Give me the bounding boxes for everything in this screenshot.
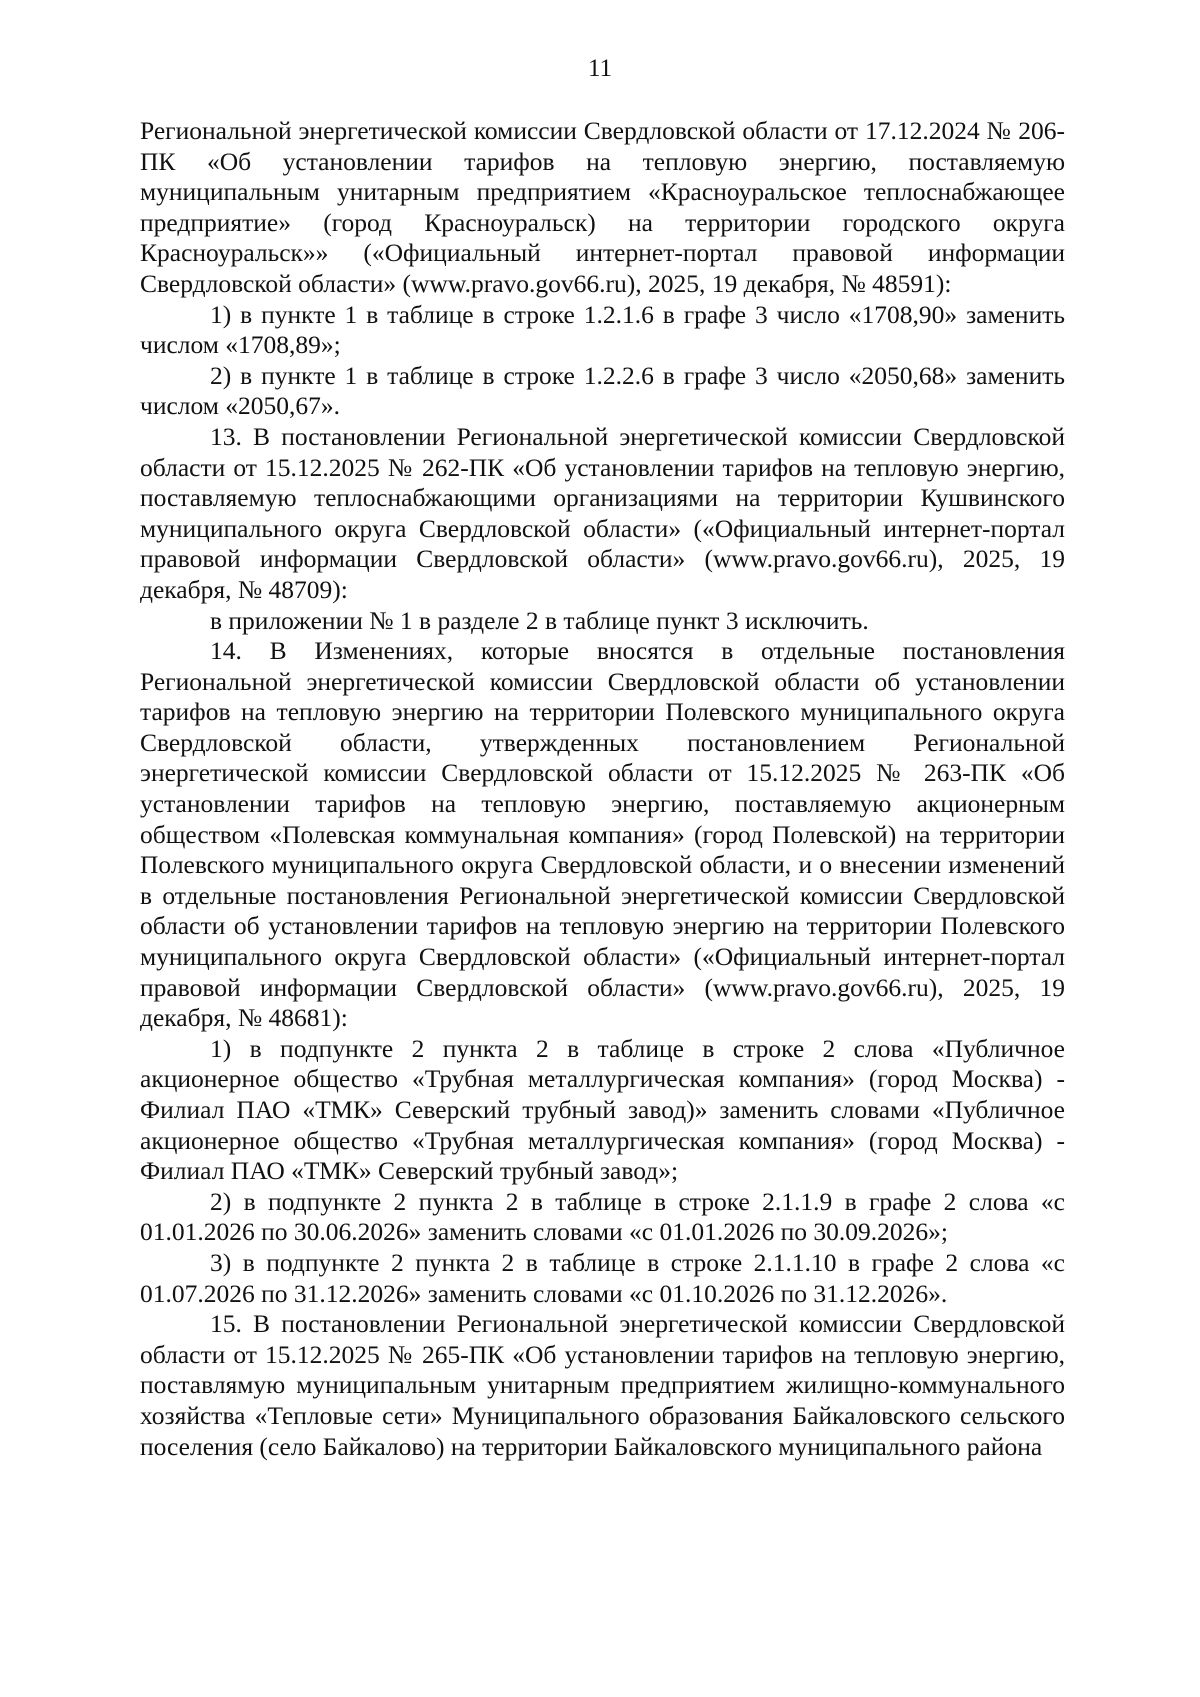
page-number: 11 — [587, 55, 613, 82]
paragraph-section-14: 14. В Изменениях, которые вносятся в отдельные постановления Региональной энергетической комиссии Свердловской области об установлении тарифов на тепловую энергию на территории Полевского муниципального округа Свердловской области, утвержденных постановлением Региональной энергетической комиссии Свердловской области от 15.12.2025 № 263-ПК «Об установлении тарифов на тепловую энергию, поставляемую акционерным обществом «Полевская коммунальная компания» (город Полевской) на территории Полевского муниципального округа Свердловской области, и о внесении изменений в отдельные постановления Региональной энергетической комиссии Свердловской области об установлении тарифов на тепловую энергию на территории Полевского муниципального округа Свердловской области» («Официальный интернет-портал правовой информации Свердловской области» (www.pravo.gov66.ru), 2025, 19 декабря, № 48681): — [140, 636, 1065, 1033]
document-body — [140, 116, 1065, 1462]
paragraph-section-13: 13. В постановлении Региональной энергетической комиссии Свердловской области от 15.12.2025 № 262-ПК «Об установлении тарифов на тепловую энергию, поставляемую теплоснабжающими организациями на территории Кушвинского муниципального округа Свердловской области» («Официальный интернет-портал правовой информации Свердловской области» (www.pravo.gov66.ru), 2025, 19 декабря, № 48709): — [140, 421, 1065, 604]
paragraph-section-14-item-2: 2) в подпункте 2 пункта 2 в таблице в строке 2.1.1.9 в графе 2 слова «с 01.01.2026 по 30.06.2026» заменить словами «с 01.01.2026 по 30.09.2026»; — [140, 1186, 1065, 1247]
paragraph-item-1: 1) в пункте 1 в таблице в строке 1.2.1.6 в графе 3 число «1708,90» заменить числом «1708,89»; — [140, 299, 1065, 360]
paragraph-section-13-appendix: в приложении № 1 в разделе 2 в таблице пункт 3 исключить. — [210, 605, 869, 635]
paragraph-continuation: Региональной энергетической комиссии Свердловской области от 17.12.2024 № 206-ПК «Об установлении тарифов на тепловую энергию, поставляемую муниципальным унитарным предприятием «Красноуральское теплоснабжающее предприятие» (город Красноуральск) на территории городского округа Красноуральск»» («Официальный интернет-портал правовой информации Свердловской области» (www.pravo.gov66.ru), 2025, 19 декабря, № 48591): — [140, 116, 1065, 298]
paragraph-item-2: 2) в пункте 1 в таблице в строке 1.2.2.6 в графе 3 число «2050,68» заменить числом «2050,67». — [140, 360, 1065, 421]
paragraph-section-14-item-1: 1) в подпункте 2 пункта 2 в таблице в строке 2 слова «Публичное акционерное общество «Трубная металлургическая компания» (город Москва) - Филиал ПАО «ТМК» Северский трубный завод)» заменить словами «Публичное акционерное общество «Трубная металлургическая компания» (город Москва) - Филиал ПАО «ТМК» Северский трубный завод»; — [140, 1033, 1065, 1186]
paragraph-section-14-item-3: 3) в подпункте 2 пункта 2 в таблице в строке 2.1.1.10 в графе 2 слова «с 01.07.2026 по 31.12.2026» заменить словами «с 01.10.2026 по 31.12.2026». — [140, 1247, 1065, 1308]
paragraph-section-15: 15. В постановлении Региональной энергетической комиссии Свердловской области от 15.12.2025 № 265-ПК «Об установлении тарифов на тепловую энергию, поставлямую муниципальным унитарным предприятием жилищно-коммунального хозяйства «Тепловые сети» Муниципального образования Байкаловского сельского поселения (село Байкалово) на территории Байкаловского муниципального района — [140, 1309, 1065, 1461]
